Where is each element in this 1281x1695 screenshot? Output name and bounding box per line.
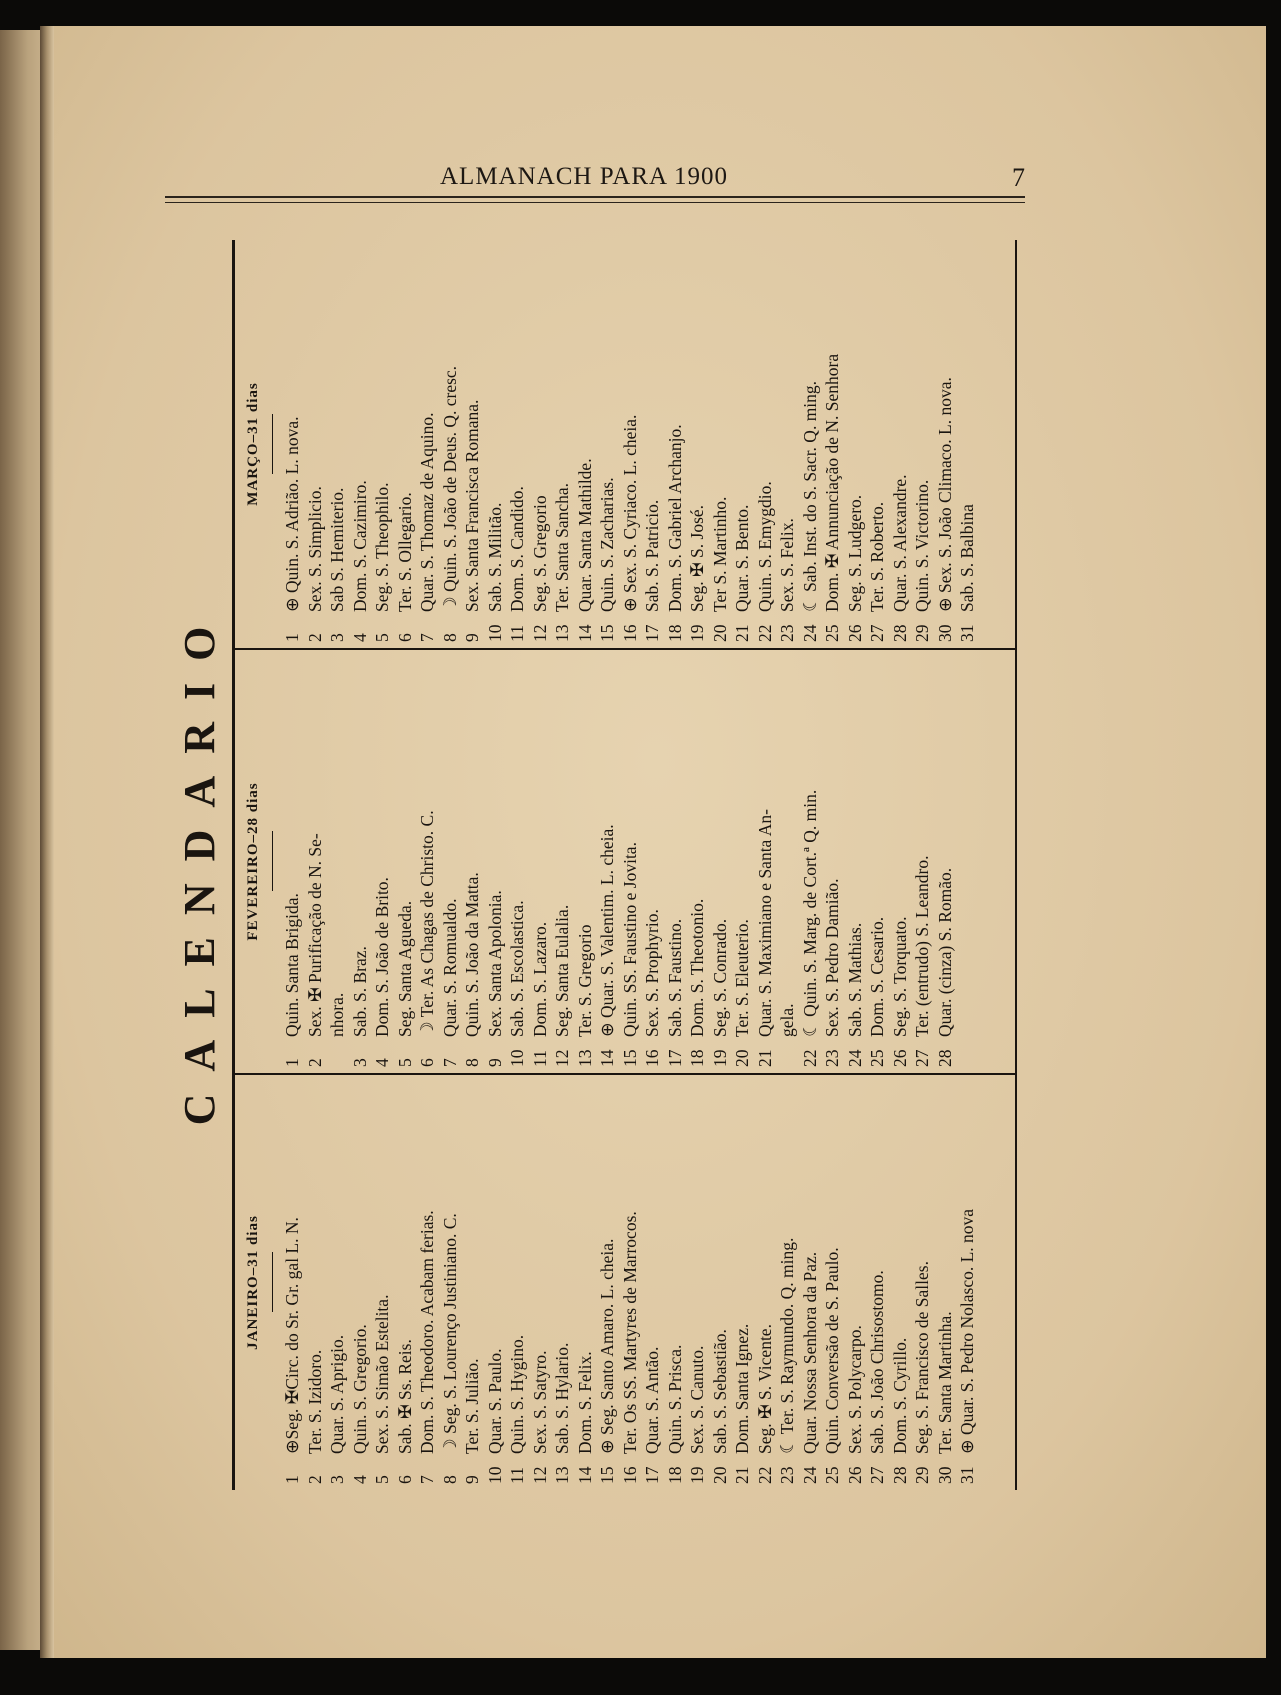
day-list <box>281 1075 979 1490</box>
day-text: Quar. Santa Mathilde. <box>574 458 595 612</box>
day-number: 11 <box>529 1050 550 1067</box>
day-number: 7 <box>417 633 437 642</box>
day-text: Ter. S. Roberto. <box>867 501 887 612</box>
month-column-fevereiro <box>240 650 1010 1073</box>
day-entry <box>709 240 732 642</box>
day-entry <box>596 650 619 1067</box>
running-title: ALMANACH PARA 1900 <box>440 163 728 190</box>
day-entry <box>506 1075 529 1484</box>
day-number: 7 <box>439 1058 460 1067</box>
day-number: 27 <box>912 1049 932 1067</box>
day-text: Sab. S. Balbina <box>957 504 977 612</box>
day-number: 8 <box>439 633 460 642</box>
day-entry <box>934 240 957 642</box>
day-text: Sab. S. Militão. <box>484 502 505 612</box>
day-number: 18 <box>664 1466 685 1484</box>
day-text: ☾ Ter. S. Raymundo. Q. ming. <box>777 1237 797 1454</box>
day-number: 29 <box>912 624 932 642</box>
day-text: Dom. ✠ Annunciação de N. Senhora <box>822 353 842 612</box>
day-text: Ter. (entrudo) S. Leandro. <box>912 855 932 1037</box>
day-list <box>281 650 956 1073</box>
day-entry <box>889 1075 912 1484</box>
day-entry <box>349 1075 372 1484</box>
day-entry <box>596 240 619 642</box>
day-text: Quin. S. Hygino. <box>507 1334 527 1454</box>
day-entry <box>281 240 304 642</box>
day-entry <box>731 650 754 1067</box>
day-text: Ter. S. Izidoro. <box>304 1349 325 1454</box>
day-number: 15 <box>619 1049 640 1067</box>
day-entry <box>641 650 664 1067</box>
day-entry <box>484 650 507 1067</box>
day-entry <box>776 650 799 1067</box>
day-entry <box>461 240 484 642</box>
day-number: 3 <box>327 633 347 642</box>
day-entry <box>304 240 327 642</box>
day-text: Dom. S. Cesario. <box>867 916 887 1037</box>
day-number: 16 <box>619 1466 640 1484</box>
day-entry <box>416 1075 439 1484</box>
month-column-marco <box>240 240 1010 648</box>
day-entry <box>889 650 912 1067</box>
day-text: ☾ Quin. S. Marg. de Cort.ª Q. min. <box>799 789 820 1037</box>
day-entry <box>799 240 822 642</box>
day-number: 8 <box>439 1475 460 1484</box>
day-entry <box>371 1075 394 1484</box>
day-number: 17 <box>642 624 662 642</box>
day-entry <box>529 650 552 1067</box>
day-entry <box>574 650 597 1067</box>
day-number: 3 <box>327 1475 347 1484</box>
day-text: ⊕ Quin. S. Adrião. L. nova. <box>282 416 302 612</box>
day-number: 2 <box>304 633 325 642</box>
day-entry <box>304 1075 327 1484</box>
day-text: Sex. S. Polycarpo. <box>844 1325 865 1454</box>
day-number: 20 <box>732 1049 752 1067</box>
day-entry <box>866 650 889 1067</box>
day-text: Sex. S. Simão Estelita. <box>372 1294 392 1454</box>
day-number: 28 <box>889 1466 910 1484</box>
day-text: Quin. S. Prisca. <box>664 1344 685 1454</box>
day-entry <box>529 1075 552 1484</box>
day-number: 11 <box>507 625 527 642</box>
day-number: 6 <box>394 633 415 642</box>
day-number: 10 <box>484 624 505 642</box>
day-text: Seg. S. Ludgero. <box>844 494 865 612</box>
day-text: Quar. S. Aprigio. <box>327 1334 347 1454</box>
day-number: 11 <box>507 1467 527 1484</box>
day-entry <box>731 240 754 642</box>
day-text: Quar. Nossa Senhora da Paz. <box>799 1251 820 1454</box>
day-entry <box>349 650 372 1067</box>
header-rule-thin <box>165 202 1025 203</box>
day-number: 23 <box>822 1049 842 1067</box>
day-text: gela. <box>777 1003 797 1037</box>
day-text: Dom. Santa Ignez. <box>732 1323 752 1454</box>
day-entry <box>709 1075 732 1484</box>
day-number: 24 <box>799 624 820 642</box>
day-text: ⊕Seg. ✠Circ. do Sr. Gr. gal L. N. <box>282 1217 302 1454</box>
day-number: 15 <box>597 624 617 642</box>
day-number: 19 <box>687 1466 707 1484</box>
day-number: 15 <box>597 1466 617 1484</box>
day-number: 27 <box>867 624 887 642</box>
day-text: Ter. S. Ollegario. <box>394 492 415 612</box>
day-text: ⊕ Quar. S. Valentim. L. cheia. <box>597 824 617 1037</box>
day-number: 18 <box>664 624 685 642</box>
day-number: 21 <box>732 1466 752 1484</box>
day-entry <box>596 1075 619 1484</box>
calendar-table <box>170 240 1030 1490</box>
day-entry <box>821 650 844 1067</box>
day-number: 12 <box>529 1466 550 1484</box>
day-number: 20 <box>709 1466 730 1484</box>
day-text: Dom. S. Theodoro. Acabam ferias. <box>417 1210 437 1454</box>
day-text: Quar. S. Paulo. <box>484 1348 505 1454</box>
day-number: 24 <box>799 1466 820 1484</box>
calendar-top-rule <box>232 240 235 1490</box>
day-number: 12 <box>552 1049 572 1067</box>
day-number: 28 <box>934 1049 955 1067</box>
day-text: ☽ Quin. S. João de Deus. Q. cresc. <box>439 365 460 612</box>
day-entry <box>326 650 349 1067</box>
day-entry <box>461 1075 484 1484</box>
day-text: Seg. ✠ S. José. <box>687 504 707 612</box>
month-heading: JANEIRO–31 dias <box>245 1215 261 1350</box>
day-text: Ter. Santa Sancha. <box>552 482 572 612</box>
day-text: Sab. S. João Chrisostomo. <box>867 1270 887 1454</box>
day-entry <box>686 1075 709 1484</box>
day-entry <box>934 650 957 1067</box>
day-entry <box>506 240 529 642</box>
day-text: Seg. ✠ S. Vicente. <box>754 1324 775 1454</box>
day-number: 4 <box>349 1475 370 1484</box>
day-entry <box>686 240 709 642</box>
day-number: 25 <box>867 1049 887 1067</box>
day-number: 24 <box>844 1049 865 1067</box>
day-entry <box>866 1075 889 1484</box>
day-number: 5 <box>394 1058 415 1067</box>
day-text: Ter S. Martinho. <box>709 496 730 612</box>
day-number: 5 <box>372 1475 392 1484</box>
day-text: Quar. (cinza) S. Romão. <box>934 867 955 1037</box>
day-text: Sex. Santa Apolonia. <box>484 890 505 1037</box>
day-text: Quar. S. Antão. <box>642 1346 662 1454</box>
day-number: 22 <box>754 624 775 642</box>
day-text: Sex. S. Felix. <box>777 518 797 612</box>
day-number: 9 <box>462 633 482 642</box>
day-text: ☾ Sab. Inst. do S. Sacr. Q. ming. <box>799 380 820 612</box>
day-number: 21 <box>754 1049 775 1067</box>
header-rule <box>165 196 1025 198</box>
day-number: 20 <box>709 624 730 642</box>
day-entry <box>281 650 304 1067</box>
day-text: Quin. S. Victorino. <box>912 479 932 612</box>
month-heading-rule <box>272 1253 273 1313</box>
day-number: 22 <box>754 1466 775 1484</box>
month-column-janeiro <box>240 1075 1010 1490</box>
day-entry <box>844 240 867 642</box>
day-number: 8 <box>462 1058 482 1067</box>
day-text: Seg. S. Francisco de Salles. <box>912 1261 932 1454</box>
day-number: 4 <box>349 633 370 642</box>
day-entry <box>439 650 462 1067</box>
day-entry <box>776 1075 799 1484</box>
day-entry <box>911 650 934 1067</box>
day-text: Sab S. Hemiterio. <box>327 487 347 612</box>
day-entry <box>799 650 822 1067</box>
day-entry <box>821 240 844 642</box>
day-number: 6 <box>394 1475 415 1484</box>
day-number: 22 <box>799 1049 820 1067</box>
day-number: 16 <box>642 1049 662 1067</box>
day-text: Sex. S. Canuto. <box>687 1345 707 1454</box>
day-number: 2 <box>304 1058 325 1067</box>
day-entry <box>281 1075 304 1484</box>
day-entry <box>731 1075 754 1484</box>
day-text: ⊕ Seg. Santo Amaro. L. cheia. <box>597 1238 617 1454</box>
day-number: 1 <box>282 1475 302 1484</box>
day-entry <box>664 650 687 1067</box>
day-number: 28 <box>889 624 910 642</box>
day-entry <box>394 240 417 642</box>
day-number: 23 <box>777 1466 797 1484</box>
day-entry <box>619 1075 642 1484</box>
day-text: ⊕ Sex. S. João Climaco. L. nova. <box>934 377 955 612</box>
day-text: Sab. S. Sebastião. <box>709 1329 730 1454</box>
day-text: nhora. <box>327 992 347 1037</box>
day-text: Quar. S. Romualdo. <box>439 898 460 1037</box>
day-text: Seg. Santa Agueda. <box>394 900 415 1037</box>
month-heading-rule <box>272 414 273 474</box>
day-entry <box>754 240 777 642</box>
day-text: Ter. Santa Martinha. <box>934 1311 955 1454</box>
month-heading: FEVEREIRO–28 dias <box>245 782 261 941</box>
day-entry <box>776 240 799 642</box>
day-number: 31 <box>957 1466 977 1484</box>
day-number: 19 <box>687 624 707 642</box>
day-text: Sex. S. Prophyrio. <box>642 909 662 1037</box>
day-number: 26 <box>844 1466 865 1484</box>
day-number: 4 <box>372 1058 392 1067</box>
day-number: 30 <box>934 1466 955 1484</box>
day-entry <box>866 240 889 642</box>
month-heading-rule <box>272 832 273 892</box>
day-entry <box>934 1075 957 1484</box>
day-text: Ter. S. Eleuterio. <box>732 919 752 1037</box>
day-text: Sab. S. Escolastica. <box>507 900 527 1037</box>
day-entry <box>911 1075 934 1484</box>
day-number: 7 <box>417 1475 437 1484</box>
day-entry <box>844 1075 867 1484</box>
day-text: Sab. S. Braz. <box>349 946 370 1037</box>
calendar-title: CALENDARIO <box>175 604 224 1126</box>
day-entry <box>911 240 934 642</box>
day-text: Sex. ✠ Purificação de N. Se- <box>304 833 325 1037</box>
day-text: Sab. S. Faustino. <box>664 918 685 1037</box>
day-number: 25 <box>822 624 842 642</box>
day-text: Ter. S. Gregorio <box>574 924 595 1037</box>
day-text: Quin. SS. Faustino e Jovita. <box>619 842 640 1037</box>
day-text: Dom. S. Cyrillo. <box>889 1337 910 1454</box>
day-entry <box>664 1075 687 1484</box>
day-entry <box>956 240 979 642</box>
day-entry <box>394 650 417 1067</box>
day-entry <box>484 240 507 642</box>
day-number: 27 <box>867 1466 887 1484</box>
day-number: 29 <box>912 1466 932 1484</box>
day-text: Sex. Santa Francisca Romana. <box>462 399 482 612</box>
day-text: Sab. S. Hylario. <box>552 1342 572 1454</box>
day-number: 25 <box>822 1466 842 1484</box>
day-entry <box>349 240 372 642</box>
day-number: 16 <box>619 624 640 642</box>
day-entry <box>506 650 529 1067</box>
day-text: Sex. S. Simplicio. <box>304 486 325 612</box>
day-text: Ter. S. Julião. <box>462 1358 482 1454</box>
day-entry <box>529 240 552 642</box>
day-entry <box>686 650 709 1067</box>
day-number: 19 <box>709 1049 730 1067</box>
day-entry <box>439 1075 462 1484</box>
day-text: Sab. S. Patricio. <box>642 499 662 612</box>
day-text: Sab. S. Mathias. <box>844 922 865 1037</box>
book-gutter <box>40 26 54 1658</box>
day-entry <box>304 650 327 1067</box>
day-text: Dom. S. Cazimiro. <box>349 480 370 612</box>
day-text: Sab. ✠ Ss. Reis. <box>394 1339 415 1454</box>
day-text: Quar. S. Maximiano e Santa An- <box>754 809 775 1037</box>
day-entry <box>844 650 867 1067</box>
day-text: Seg. S. Theophilo. <box>372 482 392 612</box>
day-number: 10 <box>484 1466 505 1484</box>
day-number: 3 <box>349 1058 370 1067</box>
day-entry <box>326 1075 349 1484</box>
day-number: 13 <box>574 1049 595 1067</box>
day-text: Dom. S. João de Brito. <box>372 877 392 1037</box>
day-number: 17 <box>642 1466 662 1484</box>
day-entry <box>551 240 574 642</box>
day-entry <box>551 1075 574 1484</box>
day-text: Quin. S. Zacharias. <box>597 477 617 612</box>
day-entry <box>641 240 664 642</box>
day-text: Sex. S. Satyro. <box>529 1350 550 1454</box>
day-text: Seg. S. Torquato. <box>889 916 910 1037</box>
day-entry <box>484 1075 507 1484</box>
day-entry <box>754 1075 777 1484</box>
day-text: Dom. S. Lazaro. <box>529 921 550 1037</box>
day-number: 14 <box>574 1466 595 1484</box>
day-text: ☽ Seg. S. Lourenço Justiniano. C. <box>439 1213 460 1454</box>
day-text: Quar. S. Alexandre. <box>889 474 910 612</box>
day-text: Dom. S. Gabriel Archanjo. <box>664 424 685 612</box>
day-text: Seg. S. Conrado. <box>709 918 730 1037</box>
day-entry <box>799 1075 822 1484</box>
day-number: 26 <box>844 624 865 642</box>
day-entry <box>416 650 439 1067</box>
day-text: Quin. S. Emygdio. <box>754 481 775 612</box>
month-heading: MARÇO–31 dias <box>245 382 261 506</box>
day-text: ⊕ Quar. S. Pedro Nolasco. L. nova <box>957 1208 977 1454</box>
day-text: ⊕ Sex. S. Cyriaco. L. cheia. <box>619 414 640 612</box>
day-entry <box>574 1075 597 1484</box>
day-number: 17 <box>664 1049 685 1067</box>
page-number: 7 <box>1012 163 1025 192</box>
day-entry <box>889 240 912 642</box>
day-entry <box>416 240 439 642</box>
day-entry <box>439 240 462 642</box>
calendar-bottom-rule <box>1015 240 1017 1490</box>
day-number: 9 <box>462 1475 482 1484</box>
day-number: 14 <box>574 624 595 642</box>
day-text: Quin. Conversão de S. Paulo. <box>822 1247 842 1454</box>
day-number: 14 <box>597 1049 617 1067</box>
day-entry <box>619 650 642 1067</box>
day-number: 12 <box>529 624 550 642</box>
day-entry <box>371 240 394 642</box>
day-text: Quar. S. Bento. <box>732 504 752 612</box>
day-entry <box>371 650 394 1067</box>
day-text: Sex. S. Pedro Damião. <box>822 878 842 1037</box>
day-number: 5 <box>372 633 392 642</box>
day-number: 13 <box>552 1466 572 1484</box>
day-text: Dom. S. Felix. <box>574 1351 595 1454</box>
day-number: 26 <box>889 1049 910 1067</box>
day-number: 30 <box>934 624 955 642</box>
day-text: Quin. S. João da Matta. <box>462 872 482 1037</box>
day-number: 18 <box>687 1049 707 1067</box>
day-entry <box>956 1075 979 1484</box>
day-text: Quin. Santa Brigida. <box>282 893 302 1037</box>
day-entry <box>619 240 642 642</box>
day-number: 31 <box>957 624 977 642</box>
day-entry <box>394 1075 417 1484</box>
day-entry <box>641 1075 664 1484</box>
day-text: Dom. S. Theotonio. <box>687 898 707 1037</box>
day-text: Seg. S. Gregorio <box>529 495 550 612</box>
day-entry <box>709 650 732 1067</box>
day-number: 1 <box>282 633 302 642</box>
day-number: 21 <box>732 624 752 642</box>
day-number: 13 <box>552 624 572 642</box>
day-text: Dom. S. Candido. <box>507 486 527 612</box>
day-entry <box>326 240 349 642</box>
day-list <box>281 240 979 648</box>
day-number: 23 <box>777 624 797 642</box>
day-entry <box>461 650 484 1067</box>
day-number: 9 <box>484 1058 505 1067</box>
day-number: 10 <box>507 1049 527 1067</box>
day-text: ☽ Ter. As Chagas de Christo. C. <box>417 810 437 1037</box>
day-entry <box>754 650 777 1067</box>
day-entry <box>551 650 574 1067</box>
day-entry <box>664 240 687 642</box>
day-entry <box>821 1075 844 1484</box>
day-number: 1 <box>282 1058 302 1067</box>
day-text: Seg. Santa Eulalia. <box>552 904 572 1037</box>
day-number: 2 <box>304 1475 325 1484</box>
day-text: Ter. Os SS. Martyres de Marrocos. <box>619 1211 640 1454</box>
day-text: Quin. S. Gregorio. <box>349 1324 370 1454</box>
day-number: 6 <box>417 1058 437 1067</box>
day-entry <box>574 240 597 642</box>
day-text: Quar. S. Thomaz de Aquino. <box>417 412 437 612</box>
